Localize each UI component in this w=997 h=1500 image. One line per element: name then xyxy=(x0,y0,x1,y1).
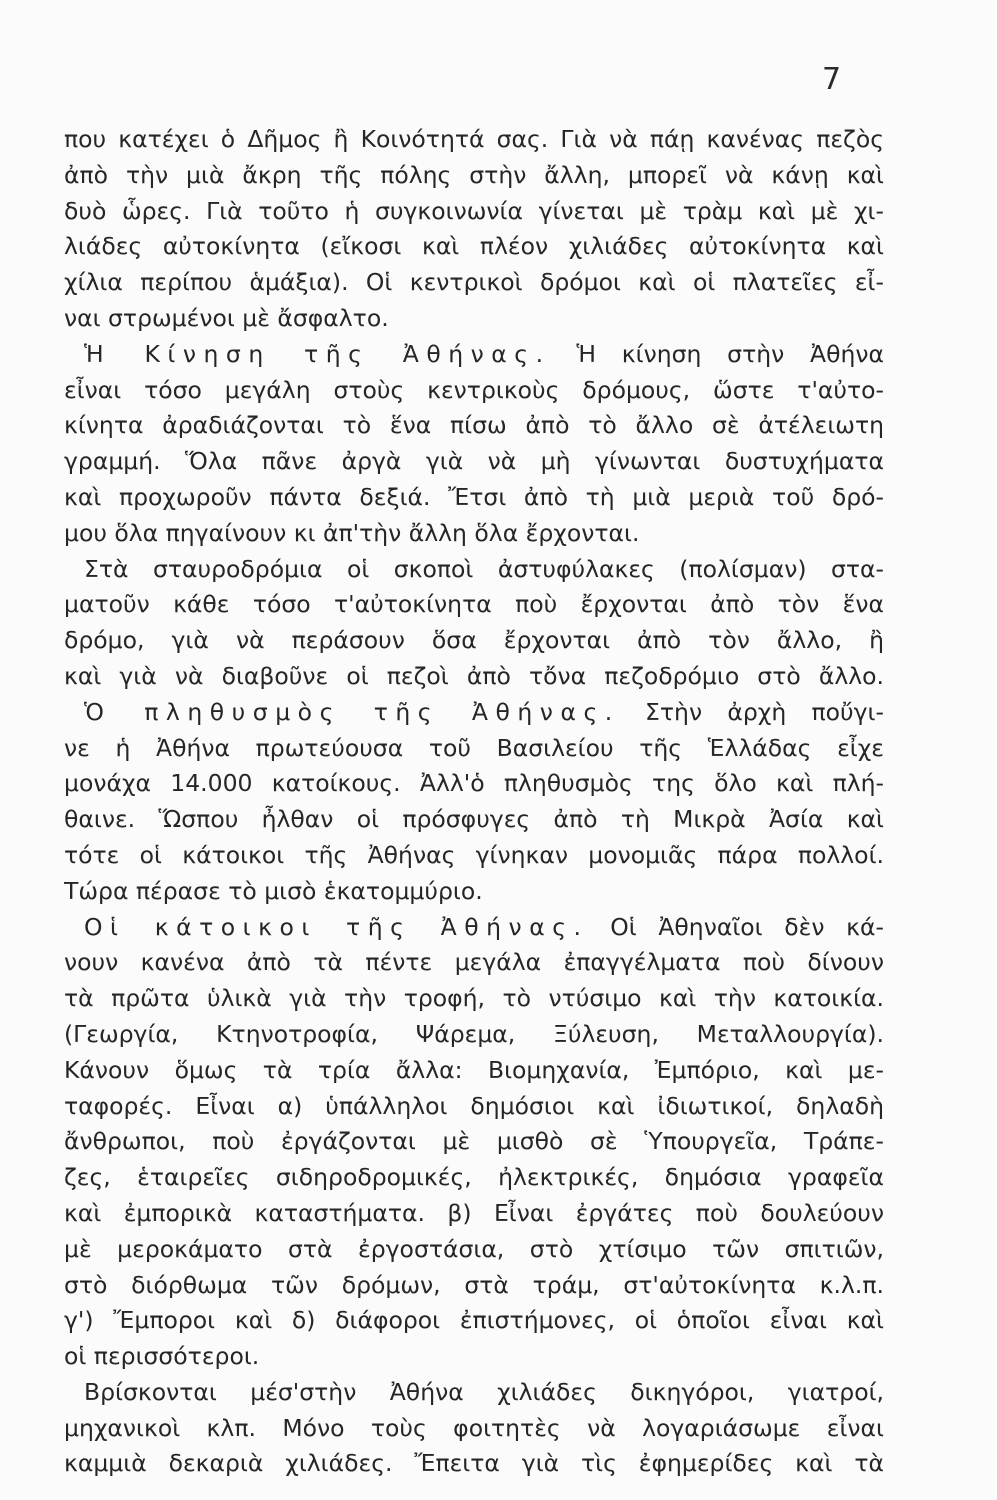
text-line: Τώρα πέρασε τὸ μισὸ ἑκατομμύριο. xyxy=(64,876,483,905)
text-line: νε ἡ Ἀθήνα πρωτεύουσα τοῦ Βασιλείου τῆς Ἑλλάδας εἶχε xyxy=(64,733,884,762)
text-line: στὸ διόρθωμα τῶν δρόμων, στὰ τράμ, στ'αὐτοκίνητα κ.λ.π. xyxy=(64,1270,884,1299)
text-line: καμμιὰ δεκαριὰ χιλιάδες. Ἔπειτα γιὰ τὶς ἐφημερίδες καὶ τὰ xyxy=(64,1449,884,1478)
section-heading-line: Ὁ πληθυσμὸς τῆς Ἀθήνας. Στὴν ἀρχὴ ποὔγι- xyxy=(84,697,884,726)
text-line: τὰ πρῶτα ὑλικὰ γιὰ τὴν τροφή, τὸ ντύσιμο καὶ τὴν κατοικία. xyxy=(64,984,884,1013)
text-line: μηχανικοὶ κλπ. Μόνο τοὺς φοιτητὲς νὰ λογαριάσωμε εἶναι xyxy=(64,1413,884,1442)
text-line: Στὰ σταυροδρόμια οἱ σκοποὶ ἀστυφύλακες (πολίσμαν) στα- xyxy=(84,554,884,583)
section-heading-line: Ἡ Κίνηση τῆς Ἀθήνας. Ἡ κίνηση στὴν Ἀθήνα xyxy=(84,339,884,368)
text-line: καὶ ἐμπορικὰ καταστήματα. β) Εἶναι ἐργάτες ποὺ δουλεύουν xyxy=(64,1198,884,1227)
section-heading-line: Οἱ κάτοικοι τῆς Ἀθήνας. Οἱ Ἀθηναῖοι δὲν κά- xyxy=(84,912,884,941)
text-line: τότε οἱ κάτοικοι τῆς Ἀθήνας γίνηκαν μονομιᾶς πάρα πολλοί. xyxy=(64,840,884,869)
text-line: ναι στρωμένοι μὲ ἄσφαλτο. xyxy=(64,303,389,332)
body-text xyxy=(64,122,884,1482)
text-line: κίνητα ἀραδιάζονται τὸ ἕνα πίσω ἀπὸ τὸ ἄλλο σὲ ἀτέλειωτη xyxy=(64,411,884,440)
text-line: ταφορές. Εἶναι α) ὑπάλληλοι δημόσιοι καὶ ἰδιωτικοί, δηλαδὴ xyxy=(64,1091,884,1120)
text-line: ζες, ἑταιρεῖες σιδηροδρομικές, ἠλεκτρικές, δημόσια γραφεῖα xyxy=(64,1163,884,1192)
text-line: (Γεωργία, Κτηνοτροφία, Ψάρεμα, Ξύλευση, Μεταλλουργία). xyxy=(64,1019,884,1048)
text-line: δυὸ ὧρες. Γιὰ τοῦτο ἡ συγκοινωνία γίνεται μὲ τρὰμ καὶ μὲ χι- xyxy=(64,196,884,225)
section-heading: Ἡ Κίνηση τῆς Ἀθήνας. xyxy=(84,339,551,368)
section-heading: Οἱ κάτοικοι τῆς Ἀθήνας. xyxy=(84,912,589,941)
text-line: μου ὅλα πηγαίνουν κι ἀπ'τὴν ἄλλη ὅλα ἔρχονται. xyxy=(64,518,640,547)
text-line: νουν κανένα ἀπὸ τὰ πέντε μεγάλα ἐπαγγέλματα ποὺ δίνουν xyxy=(64,948,884,977)
section-heading: Ὁ πληθυσμὸς τῆς Ἀθήνας. xyxy=(84,697,620,726)
text-line: δρόμο, γιὰ νὰ περάσουν ὅσα ἔρχονται ἀπὸ τὸν ἄλλο, ἢ xyxy=(64,626,884,655)
text-line: Κάνουν ὅμως τὰ τρία ἄλλα: Βιομηχανία, Ἐμπόριο, καὶ με- xyxy=(64,1055,884,1084)
text-line: λιάδες αὐτοκίνητα (εἴκοσι καὶ πλέον χιλιάδες αὐτοκίνητα καὶ xyxy=(64,232,884,261)
text-line: γραμμή. Ὅλα πᾶνε ἀργὰ γιὰ νὰ μὴ γίνωνται δυστυχήματα xyxy=(64,447,884,476)
text-line: καὶ προχωροῦν πάντα δεξιά. Ἔτσι ἀπὸ τὴ μιὰ μεριὰ τοῦ δρό- xyxy=(64,482,884,511)
text-line: Βρίσκονται μέσ'στὴν Ἀθήνα χιλιάδες δικηγόροι, γιατροί, xyxy=(84,1377,884,1406)
text-line: οἱ περισσότεροι. xyxy=(64,1342,260,1371)
text-line: μὲ μεροκάματο στὰ ἐργοστάσια, στὸ χτίσιμο τῶν σπιτιῶν, xyxy=(64,1234,884,1263)
text-line: ματοῦν κάθε τόσο τ'αὐτοκίνητα ποὺ ἔρχονται ἀπὸ τὸν ἕνα xyxy=(64,590,884,619)
text-line: που κατέχει ὁ Δῆμος ἢ Κοινότητά σας. Γιὰ νὰ πάῃ κανένας πεζὸς xyxy=(64,125,884,153)
text-line: ἀπὸ τὴν μιὰ ἄκρη τῆς πόλης στὴν ἄλλη, μπορεῖ νὰ κάνῃ καὶ xyxy=(64,160,884,189)
text-line: χίλια περίπου ἁμάξια). Οἱ κεντρικοὶ δρόμοι καὶ οἱ πλατεῖες εἶ- xyxy=(64,268,884,297)
text-line: εἶναι τόσο μεγάλη στοὺς κεντρικοὺς δρόμους, ὥστε τ'αὐτο- xyxy=(64,375,884,404)
page-number: 7 xyxy=(822,62,842,97)
text-line: ἄνθρωποι, ποὺ ἐργάζονται μὲ μισθὸ σὲ Ὑπουργεῖα, Τράπε- xyxy=(64,1127,884,1156)
text-line: γ') Ἔμποροι καὶ δ) διάφοροι ἐπιστήμονες, οἱ ὁποῖοι εἶναι καὶ xyxy=(64,1306,884,1335)
text-line: θαινε. Ὥσπου ἦλθαν οἱ πρόσφυγες ἀπὸ τὴ Μικρὰ Ἀσία καὶ xyxy=(64,805,884,834)
text-line: μονάχα 14.000 κατοίκους. Ἀλλ'ὁ πληθυσμὸς της ὅλο καὶ πλή- xyxy=(64,769,884,798)
text-line: καὶ γιὰ νὰ διαβοῦνε οἱ πεζοὶ ἀπὸ τὄνα πεζοδρόμιο στὸ ἄλλο. xyxy=(64,661,884,690)
